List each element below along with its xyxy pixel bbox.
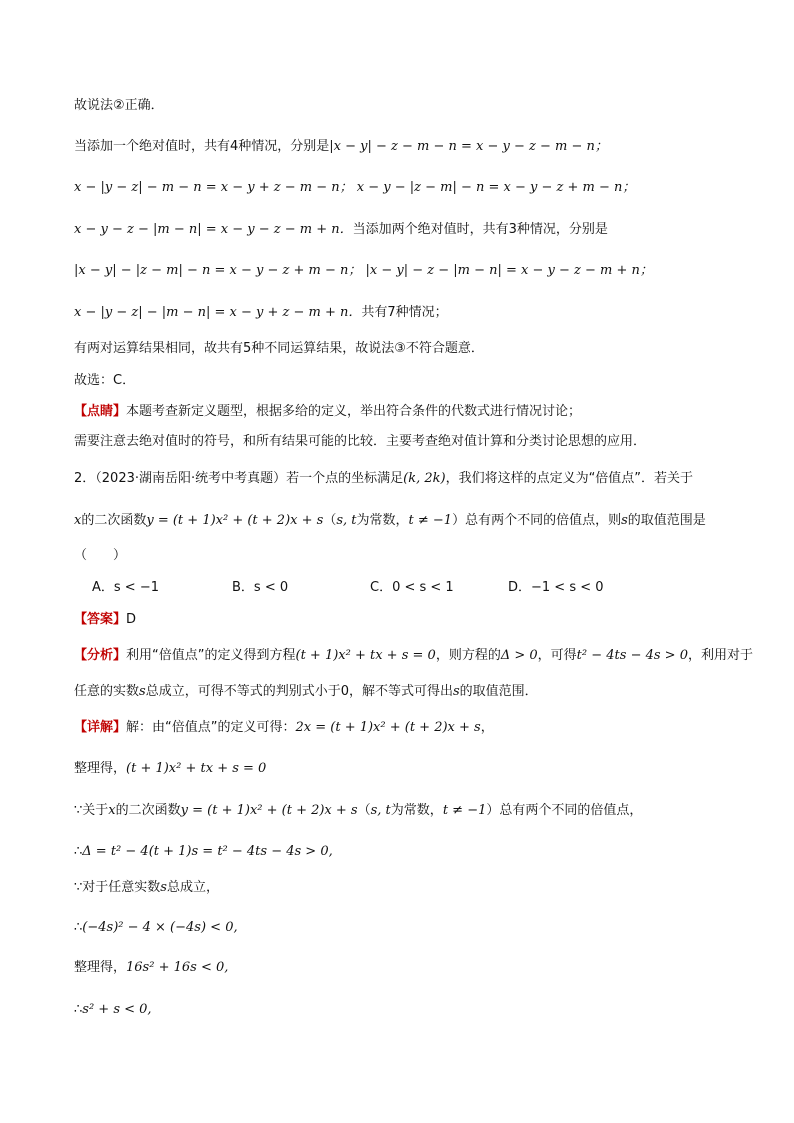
line-text: ∵对于任意实数 [74,880,161,895]
math-expression: (k, 2k) [403,471,446,486]
question-text: （ [323,513,337,528]
line-text: 任意的实数 [74,684,140,699]
math-var: x [108,803,116,818]
section-tag: 【点睛】 [74,404,127,419]
math-expression: t ≠ −1 [442,803,487,818]
step-7 [74,1000,754,1020]
line-text: 有两对运算结果相同，故共有5种不同运算结果，故说法③不符合题意． [74,341,484,356]
math-expression: |x − y| − z − m − n = x − y − z − m − n； [329,139,608,154]
question-2-line-2 [74,511,754,531]
section-tag: 【详解】 [74,720,127,735]
math-expression: 16s² + 16s < 0, [126,960,229,975]
analysis-line-2 [74,682,754,702]
line-text: ∵关于 [74,803,109,818]
line-text: ）总有两个不同的倍值点， [486,803,643,818]
line-text: 总成立， [166,880,219,895]
math-var: s [621,513,628,528]
step-2 [74,801,754,821]
math-expression: y = (t + 1)x² + (t + 2)x + s [180,803,358,818]
question-text: 的二次函数 [81,513,147,528]
line-text: 利用“倍值点”的定义得到方程 [126,648,296,663]
math-expression: 2x = (t + 1)x² + (t + 2)x + s [295,720,481,735]
math-expression: t ≠ −1 [408,513,453,528]
detail-line-1 [74,718,754,738]
option-d: D．−1 < s < 0 [508,580,604,595]
line-text: ，可得 [537,648,577,663]
line-text: 故说法②正确． [74,98,164,113]
question-text: 为常数， [356,513,409,528]
math-expression: (−4s)² − 4 × (−4s) < 0, [82,920,238,935]
text-line-6 [74,303,754,323]
line-text: 需要注意去绝对值时的符号，和所有结果可能的比较．主要考查绝对值计算和分类讨论思想的应用． [74,434,647,449]
math-var: s [160,880,167,895]
math-expression: Δ = t² − 4(t + 1)s = t² − 4ts − 4s > 0, [82,844,333,859]
therefore-symbol: ∴ [74,920,83,935]
line-text: 共有7种情况； [361,305,448,320]
section-tag: 【答案】 [74,612,127,627]
step-5 [74,918,754,938]
math-expression: y = (t + 1)x² + (t + 2)x + s [146,513,324,528]
option-c: C．0 < s < 1 [370,580,454,595]
line-text: 当添加两个绝对值时，共有3种情况，分别是 [352,222,608,237]
section-tag: 【分析】 [74,648,127,663]
answer-paren: （ ） [74,548,127,563]
text-line-2 [74,137,754,157]
math-expression: |x − y| − |z − m| − n = x − y − z + m − n； [74,263,362,278]
question-2-line-1 [74,469,754,489]
therefore-symbol: ∴ [74,1002,83,1017]
math-var: x [74,513,82,528]
answer-line [74,610,754,630]
math-expression: x − y − z − |m − n| = x − y − z − m + n． [74,222,353,237]
math-expression: x − y − |z − m| − n = x − y − z + m − n； [356,180,636,195]
math-var: s [452,684,460,699]
line-text: （ [357,803,371,818]
math-expression: |x − y| − z − |m − n| = x − y − z − m + n； [365,263,653,278]
line-text: ， [480,720,494,735]
math-expression: x − |y − z| − m − n = x − y + z − m − n； [74,180,353,195]
step-1 [74,759,754,779]
question-2-paren [74,546,754,566]
line-text: 的二次函数 [115,803,181,818]
options-row [92,578,754,598]
math-expression: (t + 1)x² + tx + s = 0 [126,761,267,776]
text-line-8 [74,371,754,391]
math-var: s [139,684,146,699]
math-expression: Δ > 0 [500,648,538,663]
line-text: 为常数， [390,803,443,818]
question-text: ，我们将这样的点定义为“倍值点”．若关于 [445,471,694,486]
line-text: 整理得， [74,761,127,776]
line-text: 整理得， [74,960,127,975]
line-text: 本题考查新定义题型，根据多给的定义，举出符合条件的代数式进行情况讨论； [126,404,582,419]
step-6 [74,958,754,978]
analysis-line-1 [74,646,754,666]
therefore-symbol: ∴ [74,844,83,859]
line-text: 总成立，可得不等式的判别式小于0，解不等式可得出 [145,684,453,699]
math-expression: s² + s < 0, [82,1002,152,1017]
question-text: ）总有两个不同的倍值点，则 [452,513,622,528]
text-line-5 [74,261,754,281]
math-expression: t² − 4ts − 4s > 0 [576,648,688,663]
text-line-10 [74,432,754,452]
math-expression: x − |y − z| − |m − n| = x − y + z − m + n． [74,305,362,320]
question-text: 的取值范围是 [627,513,706,528]
step-4 [74,878,754,898]
math-var: s, t [370,803,391,818]
question-text: 2．（2023·湖南岳阳·统考中考真题）若一个点的坐标满足 [74,471,404,486]
text-line-7 [74,339,754,359]
line-text: 解：由“倍值点”的定义可得： [126,720,296,735]
step-3 [74,842,754,862]
dianjing-line [74,402,754,422]
answer-value: D [126,612,137,627]
text-line-3 [74,178,754,198]
option-b: B．s < 0 [232,580,289,595]
line-text: 的取值范围． [459,684,538,699]
line-text: 故选：C． [74,373,136,388]
line-text: 当添加一个绝对值时，共有4种情况，分别是 [74,139,330,154]
math-var: s, t [336,513,357,528]
option-a: A．s < −1 [92,580,159,595]
line-text: ，则方程的 [435,648,501,663]
line-text: ，利用对于 [687,648,753,663]
text-line-4 [74,220,754,240]
math-expression: (t + 1)x² + tx + s = 0 [295,648,436,663]
text-line-1 [74,96,754,116]
